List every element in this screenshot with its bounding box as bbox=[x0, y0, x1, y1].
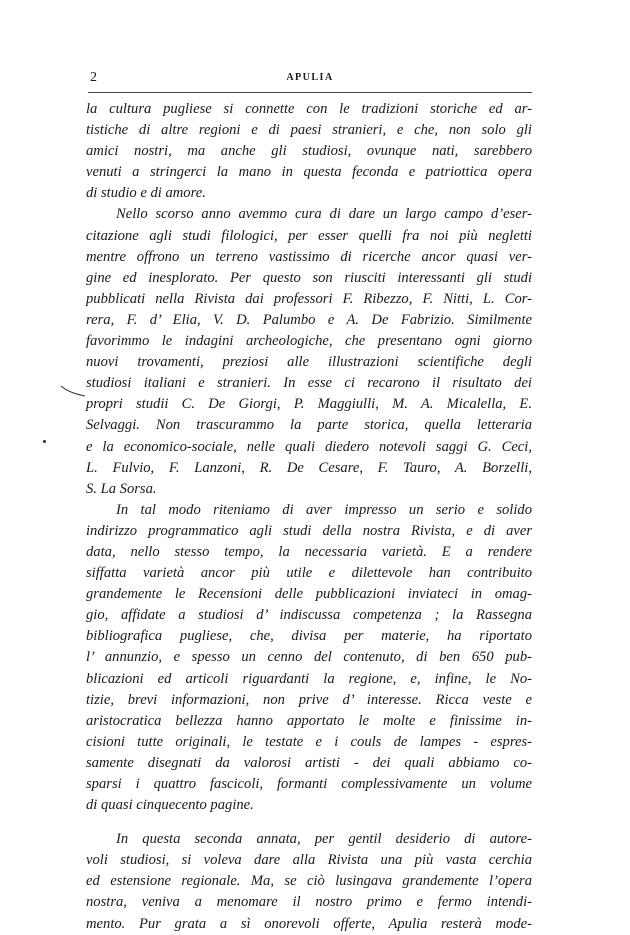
text-line: In tal modo riteniamo di aver impresso un serio e solido bbox=[116, 501, 532, 518]
text-line: S. La Sorsa. bbox=[86, 480, 157, 497]
text-line: nostra, veniva a menomare il nostro primo e fermo intendi- bbox=[86, 894, 532, 911]
text-line: propri studii C. De Giorgi, P. Maggiulli, M. A. Micalella, E. bbox=[86, 396, 532, 413]
text-line: aristocratica bellezza hanno apportato le molte e finissime in- bbox=[86, 712, 532, 729]
text-line: studiosi italiani e stranieri. In esse ci recarono il risultato dei bbox=[86, 375, 532, 392]
text-line: indirizzo programmatico agli studi della nostra Rivista, e di aver bbox=[86, 522, 532, 539]
text-line: cisioni tutte originali, le testate e i couls de lampes - espres- bbox=[86, 733, 532, 750]
text-line: rera, F. d’ Elia, V. D. Palumbo e A. De Fabrizio. Similmente bbox=[86, 311, 532, 328]
text-line: Nello scorso anno avemmo cura di dare un largo campo d’eser- bbox=[116, 206, 532, 223]
text-line: blicazioni ed articoli riguardanti la regione, e, infine, le No- bbox=[86, 670, 532, 687]
text-line: sparsi i quattro fascicoli, formanti complessivamente un volume bbox=[86, 776, 532, 792]
text-line: gio, affidate a studiosi d’ indiscussa competenza ; la Rassegna bbox=[86, 607, 532, 624]
running-title: APULIA bbox=[286, 72, 334, 83]
text-line: L. Fulvio, F. Lanzoni, R. De Cesare, F. Tauro, A. Borzelli, bbox=[86, 459, 532, 476]
page-number: 2 bbox=[90, 70, 97, 85]
text-line: bibliografica pugliese, che, divisa per materie, ha riportato bbox=[86, 628, 532, 645]
text-line: Selvaggi. Non trascurammo la parte storica, quella letteraria bbox=[86, 417, 532, 434]
text-line: mento. Pur grata a sì onorevoli offerte, Apulia resterà mode- bbox=[86, 915, 532, 932]
text-line: l’ annunzio, e spesso un cenno del contenuto, di ben 650 pub- bbox=[86, 649, 532, 666]
text-line: venuti a stringerci la mano in questa feconda e patriottica opera bbox=[86, 164, 532, 181]
text-line: data, nello stesso tempo, la necessaria varietà. E a rendere bbox=[86, 543, 532, 560]
text-line: di studio e di amore. bbox=[86, 185, 206, 202]
text-line: citazione agli studi filologici, per esser quelli fra noi più negletti bbox=[86, 227, 532, 244]
text-line: samente disegnati da valorosi artisti - dei quali abbiamo co- bbox=[86, 754, 532, 771]
text-line: e la economico-sociale, nelle quali diedero notevoli saggi G. Ceci, bbox=[86, 438, 532, 455]
margin-pencil-mark bbox=[60, 384, 86, 400]
text-line: amici nostri, ma anche gli studiosi, ovunque nati, sarebbero bbox=[86, 143, 532, 160]
page-header bbox=[90, 70, 530, 86]
text-line: la cultura pugliese si connette con le tradizioni storiche ed ar- bbox=[86, 101, 532, 117]
text-line: mentre offrono un terreno vastissimo di ricerche ancor quasi ver- bbox=[86, 248, 532, 265]
text-line: siffatta varietà ancor più utile e dilettevole han contribuito bbox=[86, 565, 532, 582]
text-line: di quasi cinquecento pagine. bbox=[86, 797, 254, 814]
text-line: ed estensione regionale. Ma, se ciò lusingava grandemente l’opera bbox=[86, 873, 532, 890]
margin-dot bbox=[43, 440, 46, 443]
body-text bbox=[86, 99, 532, 935]
paragraph-gap bbox=[86, 816, 532, 829]
header-rule bbox=[88, 92, 532, 93]
text-line: favorimmo le indagini archeologiche, che presentano ogni giorno bbox=[86, 333, 532, 350]
text-line: tistiche di altre regioni e di paesi stranieri, e che, non solo gli bbox=[86, 122, 532, 139]
text-line: tizie, brevi informazioni, non prive d’ interesse. Ricca veste e bbox=[86, 691, 532, 708]
text-line: gine ed inesplorato. Per questo son riusciti interessanti gli studi bbox=[86, 269, 532, 286]
text-line: pubblicati nella Rivista dai professori F. Ribezzo, F. Nitti, L. Cor- bbox=[86, 290, 532, 307]
text-line: nuovi trovamenti, preziosi alle illustrazioni scientifiche degli bbox=[86, 354, 532, 371]
text-line: voli studiosi, si voleva dare alla Rivista una più vasta cerchia bbox=[86, 852, 532, 869]
text-line: grandemente le Recensioni delle pubblicazioni inviateci in omag- bbox=[86, 586, 532, 603]
text-line: In questa seconda annata, per gentil desiderio di autore- bbox=[116, 831, 532, 848]
